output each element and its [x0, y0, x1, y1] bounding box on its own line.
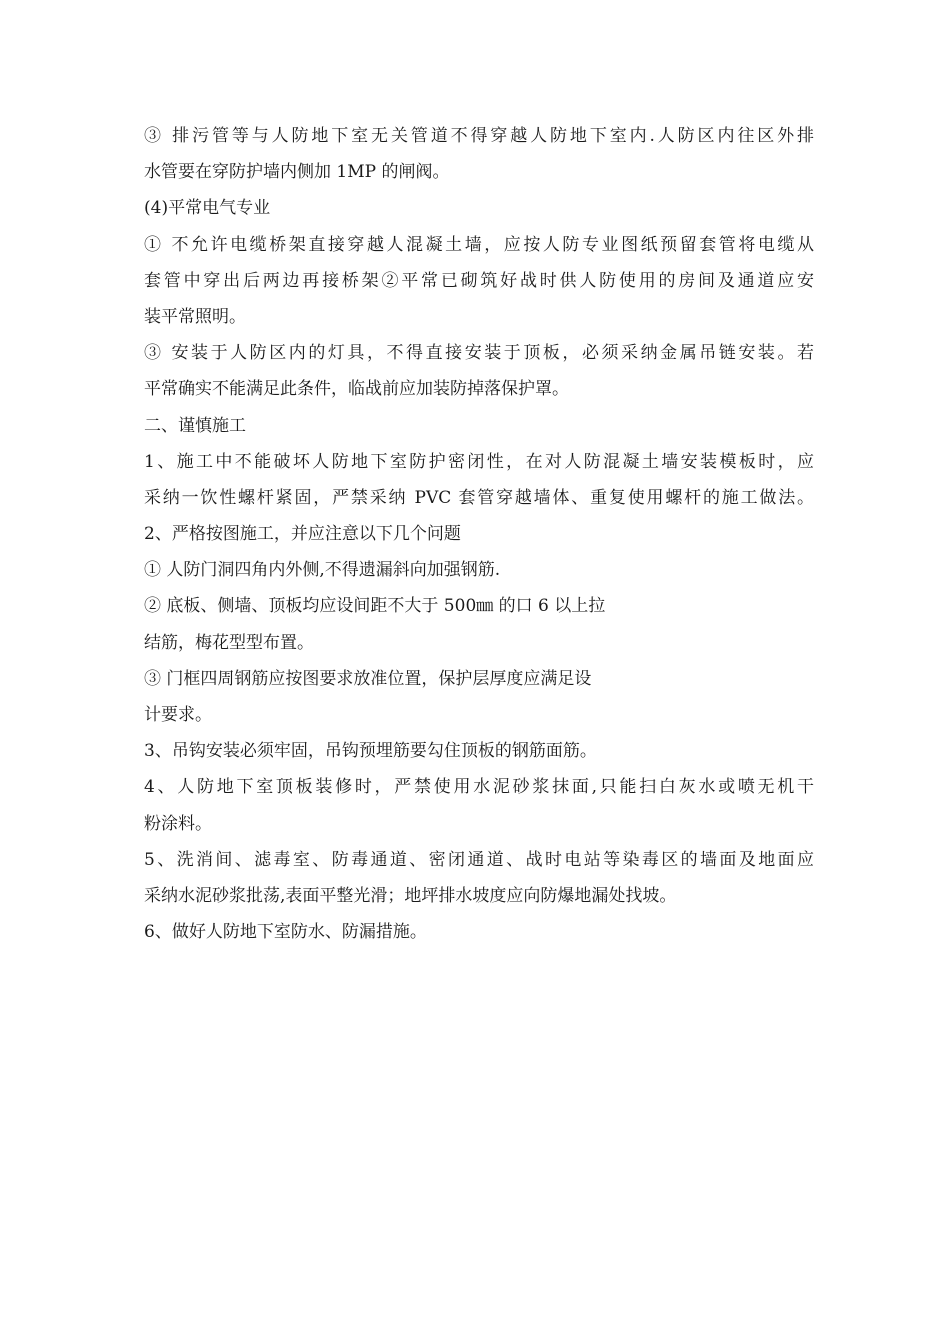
text-line: 6、做好人防地下室防水、防漏措施。 [144, 922, 427, 943]
text-line: 套管中穿出后两边再接桥架②平常已砌筑好战时供人防使用的房间及通道应安 [144, 270, 814, 291]
text-line: 计要求。 [144, 705, 212, 725]
text-line: 水管要在穿防护墙内侧加 1MP 的闸阀。 [144, 162, 450, 183]
text-line: 采纳一饮性螺杆紧固，严禁采纳 PVC 套管穿越墙体、重复使用螺杆的施工做法。 [144, 487, 814, 508]
text-line: 结筋，梅花型型布置。 [144, 632, 314, 653]
text-line: 采纳水泥砂浆批荡,表面平整光滑；地坪排水坡度应向防爆地漏处找坡。 [144, 885, 677, 906]
text-line: 装平常照明。 [144, 306, 246, 327]
text-line: ② 底板、侧墙、顶板均应设间距不大于 500㎜ 的口 6 以上拉 [144, 596, 606, 617]
text-line: ① 人防门洞四角内外侧,不得遗漏斜向加强钢筋. [144, 560, 501, 581]
text-line: 4、人防地下室顶板装修时，严禁使用水泥砂浆抹面,只能扫白灰水或喷无机干 [144, 777, 814, 798]
text-line: 平常确实不能满足此条件，临战前应加装防掉落保护罩。 [144, 379, 569, 400]
text-line: 1、施工中不能破坏人防地下室防护密闭性，在对人防混凝土墙安装模板时，应 [144, 451, 814, 472]
text-line: ③ 排污管等与人防地下室无关管道不得穿越人防地下室内.人防区内往区外排 [144, 126, 814, 146]
text-line: 5、洗消间、滤毒室、防毒通道、密闭通道、战时电站等染毒区的墙面及地面应 [144, 849, 814, 870]
text-line: ③ 门框四周钢筋应按图要求放准位置，保护层厚度应满足设 [144, 668, 592, 689]
text-line: 2、严格按图施工，并应注意以下几个问题 [144, 524, 461, 545]
section-heading: 二、谨慎施工 [144, 415, 246, 436]
text-line: 3、吊钩安装必须牢固，吊钩预埋筋要勾住顶板的钢筋面筋。 [144, 741, 597, 762]
text-line: 粉涂料。 [144, 813, 212, 834]
text-line: ① 不允许电缆桥架直接穿越人混凝土墙，应按人防专业图纸预留套管将电缆从 [144, 234, 814, 255]
document-body [144, 118, 814, 950]
section-heading: (4)平常电气专业 [144, 198, 271, 219]
text-line: ③ 安装于人防区内的灯具，不得直接安装于顶板，必须采纳金属吊链安装。若 [144, 343, 814, 364]
